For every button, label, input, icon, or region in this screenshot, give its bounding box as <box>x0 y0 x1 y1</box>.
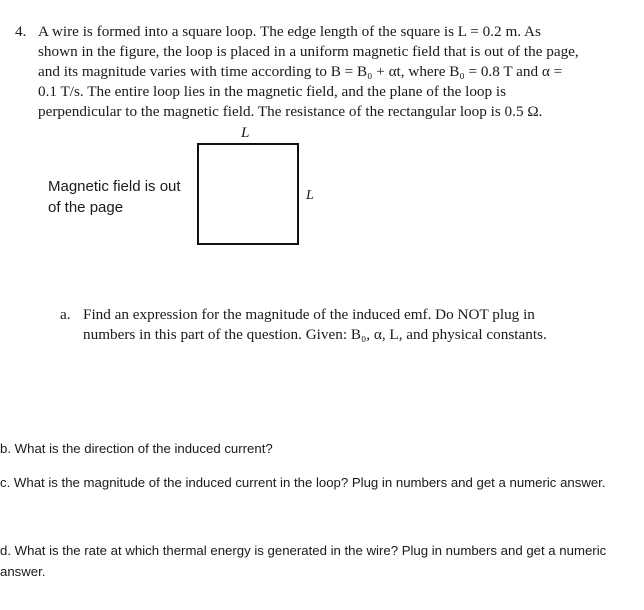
part-d-question-line-2: answer. <box>0 564 46 579</box>
magnetic-field-note: Magnetic field is out of the page <box>48 178 181 216</box>
question-line-5: perpendicular to the magnetic field. The resistance of the rectangular loop is 0.5 Ω. <box>38 103 543 120</box>
part-b-question: b. What is the direction of the induced current? <box>0 441 273 456</box>
part-c-question: c. What is the magnitude of the induced current in the loop? Plug in numbers and get a numeric answer. <box>0 475 606 490</box>
question-line-3: and its magnitude varies with time according to B = B₀ + αt, where B₀ = 0.8 T and α = <box>38 63 563 80</box>
figure-top-label: L <box>241 124 250 141</box>
part-a-line-2: numbers in this part of the question. Given: B₀, α, L, and physical constants. <box>83 326 547 343</box>
part-a-marker: a. <box>60 306 71 323</box>
question-line-4: 0.1 T/s. The entire loop lies in the magnetic field, and the plane of the loop is <box>38 83 507 100</box>
question-line-1: A wire is formed into a square loop. The edge length of the square is L = 0.2 m. As <box>38 23 541 40</box>
question-line-2: shown in the figure, the loop is placed in a uniform magnetic field that is out of the page, <box>38 43 579 60</box>
figure-side-label: L <box>306 188 314 203</box>
part-d-question-line-1: d. What is the rate at which thermal energy is generated in the wire? Plug in numbers and get a numeric <box>0 543 607 558</box>
question-number: 4. <box>15 23 27 40</box>
square-loop <box>197 143 299 245</box>
part-a-line-1: Find an expression for the magnitude of the induced emf. Do NOT plug in <box>83 306 535 323</box>
